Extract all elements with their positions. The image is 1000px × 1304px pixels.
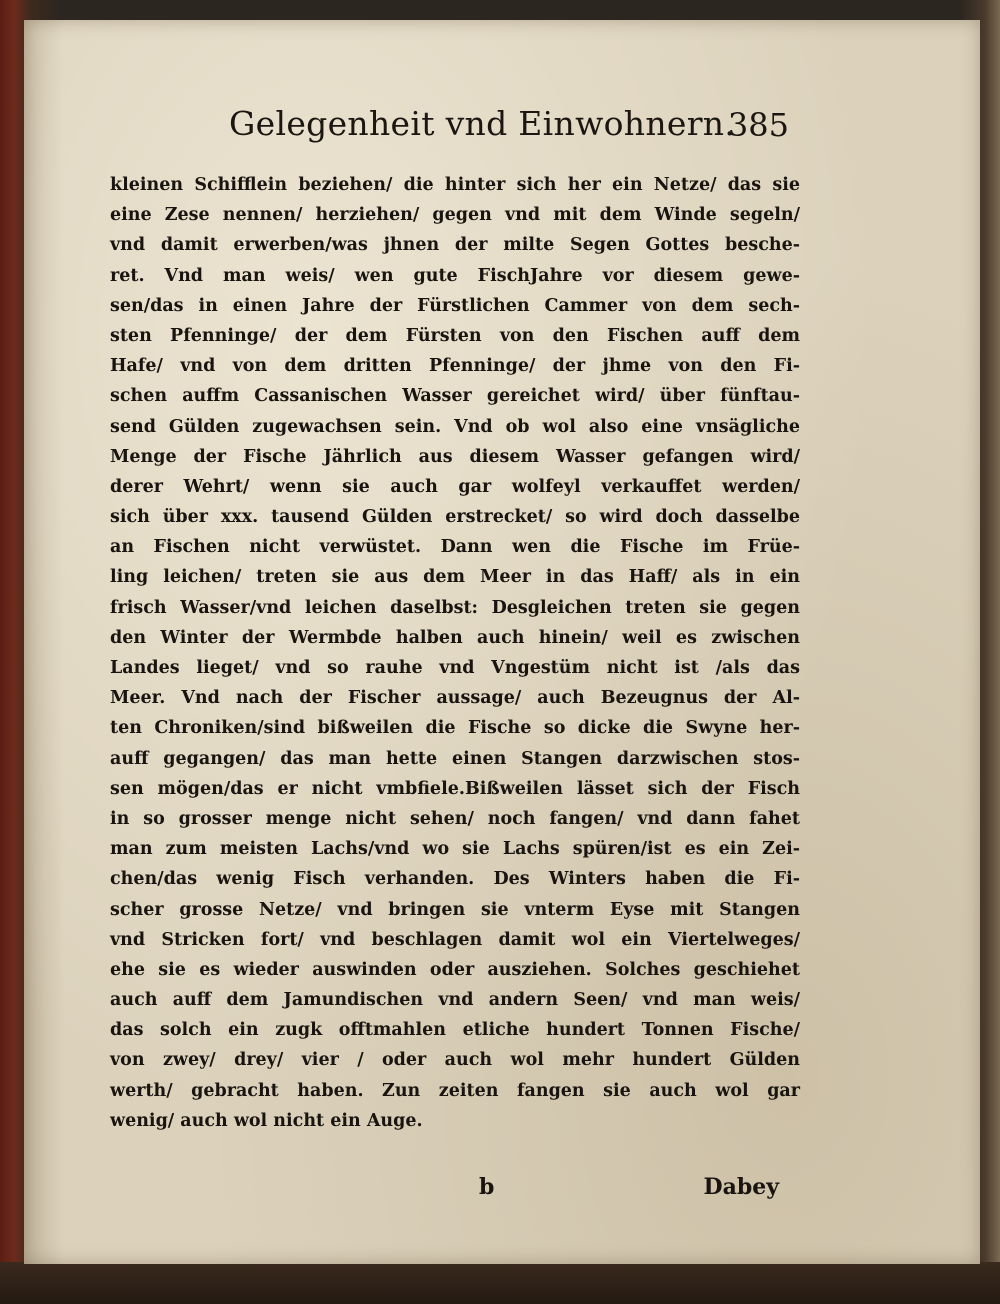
text-line: send Gülden zugewachsen sein. Vnd ob wol also eine vnsägliche [110, 416, 800, 437]
page-header [229, 104, 789, 160]
text-line: ling leichen/ treten sie aus dem Meer in das Haff/ als in ein [110, 567, 800, 588]
text-line: Landes lieget/ vnd so rauhe vnd Vngestüm nicht ist /als das [110, 658, 800, 678]
text-line: in so grosser menge nicht sehen/ noch fangen/ vnd dann fahet [110, 808, 800, 829]
text-line: man zum meisten Lachs/vnd wo sie Lachs spüren/ist es ein Zei- [110, 839, 800, 860]
text-line: ehe sie es wieder auswinden oder ausziehen. Solches geschiehet [110, 959, 800, 980]
text-line: sen mögen/das er nicht vmbfiele.Bißweilen lässet sich der Fisch [110, 778, 800, 799]
text-line: sen/das in einen Jahre der Fürstlichen Cammer von dem sech- [110, 295, 800, 316]
text-line: ret. Vnd man weis/ wen gute FischJahre vor diesem gewe- [110, 265, 800, 286]
text-line: frisch Wasser/vnd leichen daselbst: Desgleichen treten sie gegen [110, 597, 800, 618]
text-line: an Fischen nicht verwüstet. Dann wen die Fische im Früe- [110, 537, 800, 558]
page-number: 385 [727, 106, 789, 144]
catchword: Dabey [703, 1174, 779, 1200]
text-line-final: wenig/ auch wol nicht ein Auge. [110, 1110, 423, 1131]
text-line: auff gegangen/ das man hette einen Stangen darzwischen stos- [110, 748, 800, 769]
text-line: das solch ein zugk offtmahlen etliche hundert Tonnen Fische/ [110, 1020, 800, 1041]
text-line: chen/das wenig Fisch verhanden. Des Winters haben die Fi- [110, 869, 800, 890]
text-line: vnd damit erwerben/was jhnen der milte Segen Gottes besche- [110, 235, 800, 256]
body-text [110, 170, 800, 1136]
text-line: schen auffm Cassanischen Wasser gereichet wird/ über fünftau- [110, 386, 800, 407]
scan-bottom-edge [0, 1262, 1000, 1304]
text-line: von zwey/ drey/ vier / oder auch wol mehr hundert Gülden [110, 1050, 800, 1071]
text-line: eine Zese nennen/ herziehen/ gegen vnd mit dem Winde segeln/ [110, 205, 800, 226]
text-line: sten Pfenninge/ der dem Fürsten von den Fischen auff dem [110, 325, 800, 346]
text-line: Menge der Fische Jährlich aus diesem Wasser gefangen wird/ [110, 446, 800, 467]
text-line: Meer. Vnd nach der Fischer aussage/ auch Bezeugnus der Al- [110, 688, 800, 709]
text-line: Hafe/ vnd von dem dritten Pfenninge/ der jhme von den Fi- [110, 356, 800, 377]
text-line: scher grosse Netze/ vnd bringen sie vnterm Eyse mit Stangen [110, 899, 800, 920]
text-line: werth/ gebracht haben. Zun zeiten fangen sie auch wol gar [110, 1080, 800, 1101]
signature-mark: b [479, 1174, 495, 1200]
text-line: vnd Stricken fort/ vnd beschlagen damit wol ein Viertelweges/ [110, 929, 800, 950]
text-line: ten Chroniken/sind bißweilen die Fische so dicke die Swyne her- [110, 718, 800, 739]
text-line: auch auff dem Jamundischen vnd andern Seen/ vnd man weis/ [110, 990, 800, 1011]
running-title: Gelegenheit vnd Einwohnern. [229, 104, 736, 143]
book-page [24, 20, 980, 1264]
page-footer [479, 1174, 779, 1214]
text-line: derer Wehrt/ wenn sie auch gar wolfeyl verkauffet werden/ [110, 476, 800, 497]
text-line: den Winter der Wermbde halben auch hinein/ weil es zwischen [110, 627, 800, 648]
text-line: kleinen Schifflein beziehen/ die hinter sich her ein Netze/ das sie [110, 175, 800, 195]
text-line: sich über xxx. tausend Gülden erstrecket/ so wird doch dasselbe [110, 507, 800, 528]
